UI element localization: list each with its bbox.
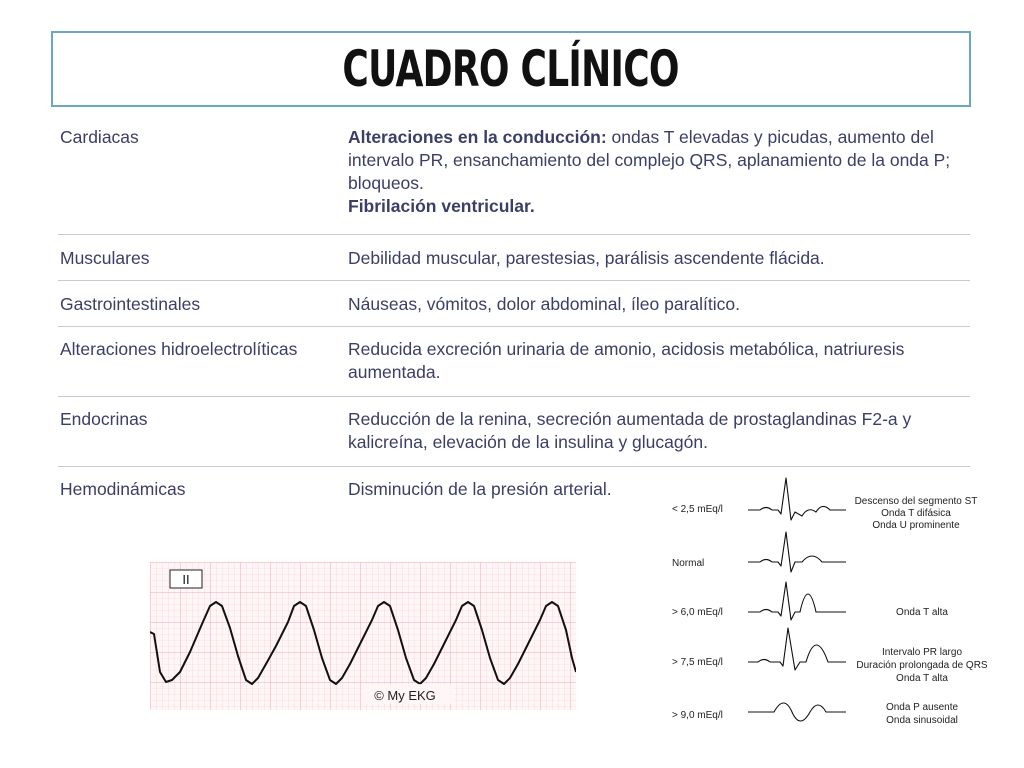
row-category: Musculares (60, 248, 150, 268)
row-description: Debilidad muscular, parestesias, parálisis ascendente flácida. (348, 248, 825, 268)
row-category: Gastrointestinales (60, 294, 201, 314)
waveform-6-0 (748, 582, 846, 620)
row-category: Cardiacas (60, 127, 139, 147)
level-desc: Onda T alta (896, 607, 948, 618)
waveform-9-0 (748, 703, 846, 721)
row-description: Disminución de la presión arterial. (348, 479, 612, 499)
level-label: > 9,0 mEq/l (672, 710, 723, 721)
row-category: Alteraciones hidroelectrolíticas (60, 339, 298, 359)
waveform-hypokalemia (748, 478, 846, 520)
row-description-text: ondas T elevadas y picudas, aumento del intervalo PR, ensanchamiento del complejo QRS, aplanamiento de la onda P; bloqueos. (348, 127, 951, 193)
row-description: Náuseas, vómitos, dolor abdominal, íleo paralítico. (348, 294, 741, 314)
level-desc: Onda T alta (896, 673, 948, 684)
row-category: Endocrinas (60, 409, 148, 429)
level-label: < 2,5 mEq/l (672, 504, 723, 515)
page-title: CUADRO CLÍNICO (342, 40, 680, 98)
title-box (51, 31, 971, 107)
level-desc: Onda P ausente (885, 702, 959, 713)
row-description-bold-tail: Fibrilación ventricular. (348, 196, 535, 216)
table-row (58, 327, 970, 397)
level-desc: Onda sinusoidal (886, 715, 958, 726)
table-row (58, 235, 970, 281)
level-desc: Duración prolongada de QRS (856, 660, 988, 671)
level-desc: Onda T difásica (881, 508, 951, 519)
ekg-lead-label: II (182, 572, 190, 587)
ekg-strip (150, 562, 576, 710)
waveform-7-5 (748, 628, 846, 670)
level-label: > 6,0 mEq/l (672, 607, 723, 618)
row-description: Reducida excreción urinaria de amonio, acidosis metabólica, natriuresis aumentada. (348, 339, 905, 382)
level-desc: Descenso del segmento ST (854, 496, 978, 507)
level-desc: Onda U prominente (872, 520, 960, 531)
table-row (58, 281, 970, 327)
table-row (58, 397, 970, 467)
row-category: Hemodinámicas (60, 479, 186, 499)
clinical-table (58, 118, 970, 511)
level-desc: Intervalo PR largo (881, 647, 963, 658)
row-description-bold-lead: Alteraciones en la conducción: (348, 127, 607, 147)
level-label: Normal (672, 558, 705, 569)
waveform-normal (748, 532, 846, 572)
table-row (58, 118, 970, 235)
row-description (348, 126, 970, 234)
ekg-watermark: © My EKG (374, 688, 436, 703)
row-description: Reducción de la renina, secreción aumentada de prostaglandinas F2-a y kalicreína, elevación de la insulina y glucagón. (348, 409, 912, 452)
potassium-ekg-diagram (660, 472, 1020, 732)
level-label: > 7,5 mEq/l (672, 657, 723, 668)
